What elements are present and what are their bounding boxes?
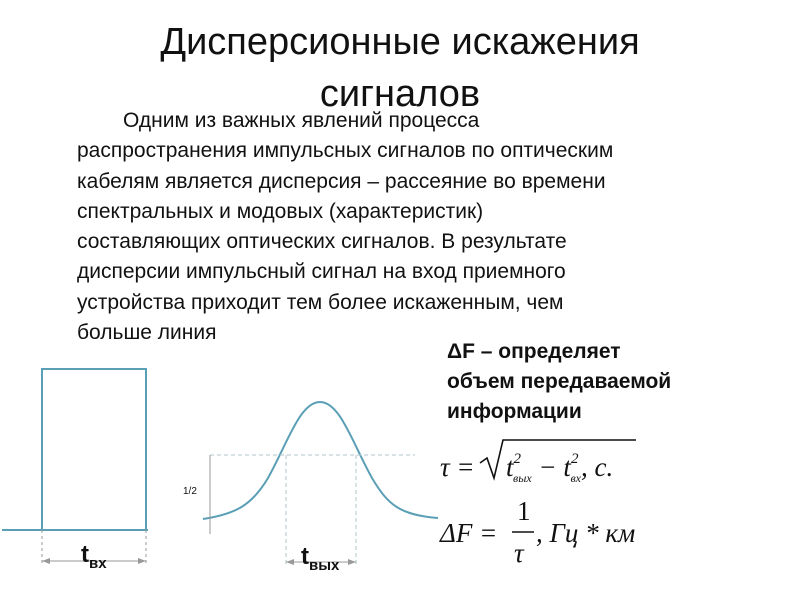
slide-title-line-2: сигналов [319,73,481,115]
paragraph-line: распространения импульсных сигналов по оптическим [77,139,614,163]
paragraph-line: дисперсии импульсный сигнал на вход приемного [77,260,566,284]
tau-formula-radicand: $t^2$ вых − $t^2$ вх, c. [506,451,614,485]
input-pulse [42,369,146,530]
input-arrowhead-left [42,558,50,564]
tau-formula-lhs: τ = [440,452,475,482]
bandwidth-formula-unit: , Гц * км [536,518,636,548]
input-duration-label: $t_{вх}$ [81,541,107,572]
slide-title-line-1: Дисперсионные искажения [160,21,640,63]
paragraph-line: Одним из важных явлений процесса [123,109,480,132]
tau-formula [440,440,636,485]
paragraph-line: устройства приходит тем более искаженным, чем [77,290,564,314]
paragraph-line: больше линия [77,321,217,345]
bandwidth-note-line: информации [447,400,582,423]
bandwidth-note-line: объем передаваемой [447,370,672,393]
paragraph-line: составляющих оптических сигналов. В результате [77,230,567,254]
output-pulse [203,402,438,519]
output-arrowhead-right [348,559,356,565]
bandwidth-note-line: ΔF – определяет [447,340,621,363]
bandwidth-formula [439,496,635,568]
paragraph-line: кабелям является дисперсия – рассеяние во времени [77,169,606,193]
output-duration-label: $t_{вых}$ [301,543,340,574]
paragraph-line: спектральных и модовых (характеристик) [77,199,484,223]
input-arrowhead-right [138,558,146,564]
bandwidth-formula-denominator: τ [514,538,524,568]
bandwidth-formula-lhs: ΔF = [440,518,498,548]
half-level-label: 1/2 [183,486,197,497]
output-arrowhead-left [286,559,294,565]
bandwidth-formula-numerator: 1 [517,496,531,526]
